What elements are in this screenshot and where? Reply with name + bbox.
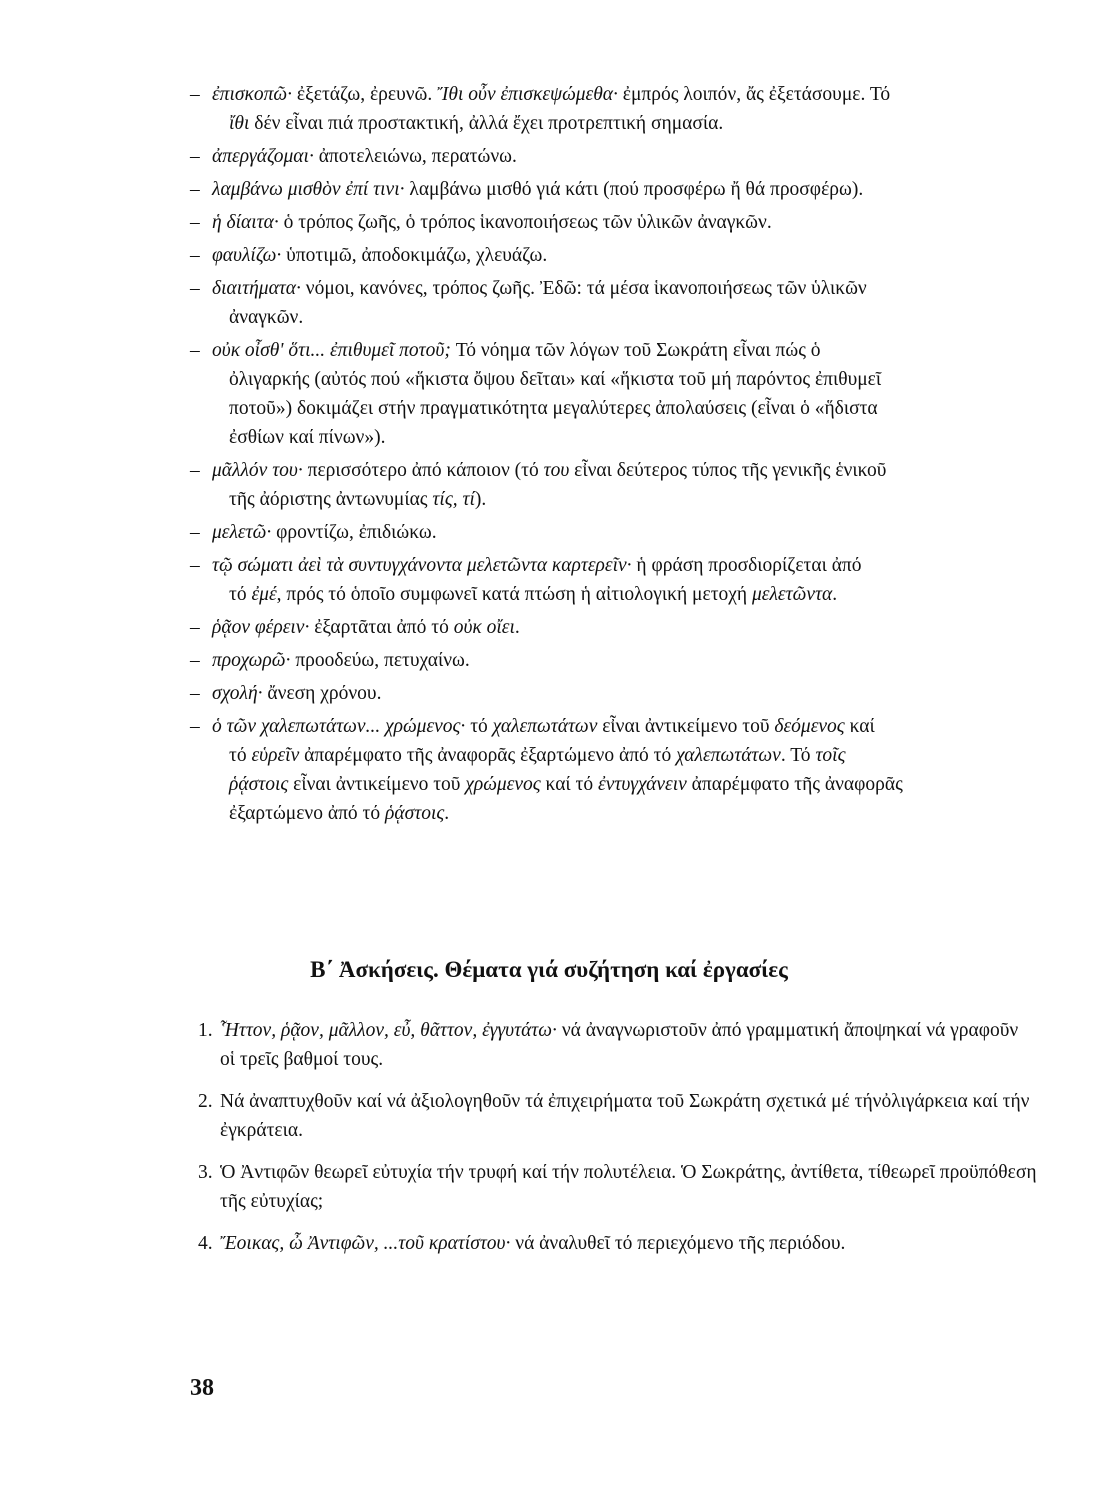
entry-first-line [212,340,821,361]
italic-text: ῥᾴστοις [385,803,445,824]
plain-text: . [832,584,838,605]
plain-text: τό [229,745,252,766]
plain-text: νά ἀναγνωριστοῦν ἀπό γραμματική ἄποψη [556,1020,897,1041]
plain-text: , πρός τό ὁποῖο συμφωνεῖ κατά πτώση ἡ αἰτιολογική μετοχή [276,584,753,605]
entry-first-line [212,650,470,671]
plain-text: Τό νόημα τῶν λόγων τοῦ Σωκράτη εἶναι πώς ὁ [455,340,821,361]
plain-text: εἶναι δεύτερος τύπος τῆς γενικῆς ἑνικοῦ [569,460,887,481]
glossary-entry [190,80,1040,138]
glossary-entry [190,613,1040,642]
plain-text: . Τό [780,745,816,766]
exercise-list [198,1016,1038,1271]
italic-text: χαλεπωτάτων [492,716,598,737]
continuation-line [212,109,1040,138]
exercise-first-line [220,1020,896,1041]
italic-text: ἐντυγχάνειν [598,774,687,795]
glossary-entry [190,336,1040,452]
glossary-term: μελετῶ· [212,522,277,543]
glossary-term: τῷ σώματι ἀεὶ τὰ συντυγχάνοντα μελετῶντα καρτερεῖν· [212,555,637,576]
plain-text: δέν εἶναι πιά προστακτική, ἀλλά ἔχει προτρεπτική σημασία. [249,113,724,134]
exercise-first-line [220,1233,845,1254]
plain-text: ). [474,489,487,510]
italic-text: του [543,460,570,481]
plain-text: ἡ φράση προσδιορίζεται ἀπό [636,555,862,576]
entry-dash: – [190,84,200,105]
italic-text: Ἧττον, ῥᾷον, μᾶλλον, εὖ, θᾶττον, ἐγγυτάτω· [220,1020,557,1041]
plain-text: προοδεύω, πετυχαίνω. [295,650,470,671]
italic-text: οὐκ οἴει [453,617,515,638]
glossary-entry [190,518,1040,547]
entry-dash: – [190,650,200,671]
plain-text: ἀπαρέμφατο τῆς ἀναφορᾶς [686,774,903,795]
plain-text: ἐμπρός λοιπόν, ἄς ἐξετάσουμε. Τό [617,84,891,105]
entry-dash: – [190,460,200,481]
plain-text: τό [229,584,252,605]
italic-text: χαλεπωτάτων [676,745,781,766]
glossary-entry [190,208,1040,237]
plain-text: ἀναγκῶν. [229,307,304,328]
glossary-entry [190,241,1040,270]
plain-text: περισσότερο ἀπό κάποιον (τό [307,460,544,481]
plain-text: . [444,803,450,824]
plain-text: καί [844,716,875,737]
glossary-term: ἀπεργάζομαι· [212,146,319,167]
exercise-number: 3. [198,1162,213,1183]
entry-first-line [212,278,867,299]
italic-text: δεόμενος [774,716,845,737]
entry-first-line [212,212,772,233]
plain-text: ὁ τρόπος ζωῆς, ὁ τρόπος ἱκανοποιήσεως τῶν ὑλικῶν ἀναγκῶν. [283,212,772,233]
continuation-line [212,394,1040,423]
entry-dash: – [190,212,200,233]
italic-text: ἴθι [229,113,250,134]
glossary-entry [190,175,1040,204]
plain-text: ποτοῦ») δοκιμάζει στήν πραγματικότητα μεγαλύτερες ἀπολαύσεις (εἶναι ὁ «ἥδιστα [229,398,878,419]
plain-text: ὑποτιμῶ, ἀποδοκιμάζω, χλευάζω. [286,245,548,266]
plain-text: ἐσθίων καί πίνων»). [229,427,386,448]
continuation-line [212,303,1040,332]
plain-text: καί νά γραφοῦν οἱ τρεῖς βαθμοί τους. [220,1020,1019,1070]
glossary-entry [190,274,1040,332]
entry-first-line [212,460,886,481]
continuation-line [212,423,1040,452]
entry-dash: – [190,683,200,704]
exercise-first-line [220,1091,881,1112]
entry-dash: – [190,278,200,299]
glossary-entry [190,646,1040,675]
entry-dash: – [190,245,200,266]
entry-dash: – [190,179,200,200]
exercise-number: 1. [198,1020,213,1041]
continuation-line [212,580,1040,609]
italic-text: Ἴθι οὖν ἐπισκεψώμεθα· [437,84,618,105]
section-heading: Β΄ Ἀσκήσεις. Θέματα γιά συζήτηση καί ἐργασίες [310,957,788,982]
glossary-term: ἐπισκοπῶ· [212,84,297,105]
italic-text: τίς, τί [432,489,475,510]
exercise-item [198,1229,1038,1258]
plain-text: νόμοι, κανόνες, τρόπος ζωῆς. Ἐδῶ: τά μέσα ἱκανοποιήσεως τῶν ὑλικῶν [305,278,867,299]
continuation-line [212,741,1040,770]
entry-first-line [212,522,437,543]
plain-text: ὀλιγάρκεια καί τήν ἐγκράτεια. [220,1091,1030,1141]
italic-text: τοῖς [815,745,846,766]
plain-text: λαμβάνω μισθό γιά κάτι (πού προσφέρω ἤ θά προσφέρω). [409,179,864,200]
italic-text: μελετῶντα [752,584,833,605]
exercise-first-line [220,1162,881,1183]
glossary-entry [190,679,1040,708]
glossary-term: προχωρῶ· [212,650,296,671]
glossary-term: διαιτήματα· [212,278,306,299]
plain-text: εἶναι ἀντικείμενο τοῦ [288,774,466,795]
plain-text: ἐξαρτᾶται ἀπό τό [314,617,454,638]
plain-text: τῆς ἀόριστης ἀντωνυμίας [229,489,433,510]
entry-first-line [212,179,863,200]
glossary-term: μᾶλλόν του· [212,460,308,481]
italic-text: χρώμενος [465,774,541,795]
exercise-item [198,1016,1038,1074]
entry-first-line [212,716,875,737]
entry-dash: – [190,617,200,638]
exercise-item [198,1158,1038,1216]
glossary-entry [190,551,1040,609]
exercise-number: 2. [198,1091,213,1112]
plain-text: Ὁ Ἀντιφῶν θεωρεῖ εὐτυχία τήν τρυφή καί τήν πολυτέλεια. Ὁ Σωκράτης, ἀντίθετα, τί [220,1162,882,1183]
glossary-term: οὐκ οἶσθ' ὅτι... ἐπιθυμεῖ ποτοῦ; [212,340,456,361]
plain-text: θεωρεῖ προϋπόθεση τῆς εὐτυχίας; [220,1162,1037,1212]
continuation-line [212,365,1040,394]
entry-first-line [212,617,520,638]
plain-text: εἶναι ἀντικείμενο τοῦ [597,716,775,737]
continuation-line [212,770,1040,799]
entry-dash: – [190,146,200,167]
entry-dash: – [190,555,200,576]
plain-text: τό [470,716,493,737]
exercise-item [198,1087,1038,1145]
exercise-number: 4. [198,1233,213,1254]
page-number: 38 [190,1375,214,1401]
entry-first-line [212,555,862,576]
italic-text: ῥᾴστοις [229,774,289,795]
plain-text: . [514,617,520,638]
entry-first-line [212,146,517,167]
glossary-term: λαμβάνω μισθὸν ἐπί τινι· [212,179,410,200]
plain-text: ὀλιγαρκής (αὐτός πού «ἥκιστα ὄψου δεῖται» καί «ἥκιστα τοῦ μή παρόντος ἐπιθυμεῖ [229,369,882,390]
entry-dash: – [190,716,200,737]
entry-first-line [212,245,547,266]
glossary-entry [190,456,1040,514]
italic-text: ἐμέ [251,584,277,605]
glossary-term: φαυλίζω· [212,245,287,266]
italic-text: εὑρεῖν [251,745,300,766]
continuation-line [212,799,1040,828]
entry-dash: – [190,522,200,543]
glossary-term: ῥᾷον φέρειν· [212,617,315,638]
plain-text: νά ἀναλυθεῖ τό περιεχόμενο τῆς περιόδου. [510,1233,846,1254]
plain-text: φροντίζω, ἐπιδιώκω. [276,522,437,543]
entry-dash: – [190,340,200,361]
plain-text: ἀπαρέμφατο τῆς ἀναφορᾶς ἐξαρτώμενο ἀπό τό [299,745,677,766]
italic-text: Ἔοικας, ὦ Ἀντιφῶν, ...τοῦ κρατίστου· [220,1233,511,1254]
entry-first-line [212,84,890,105]
plain-text: καί τό [540,774,599,795]
glossary-term: ὁ τῶν χαλεπωτάτων... χρώμενος· [212,716,471,737]
plain-text: ἐξετάζω, ἐρευνῶ. [296,84,438,105]
plain-text: ἀποτελειώνω, περατώνω. [318,146,517,167]
entry-first-line [212,683,381,704]
glossary-term: ἡ δίαιτα· [212,212,284,233]
plain-text: ἐξαρτώμενο ἀπό τό [229,803,386,824]
glossary-entry [190,142,1040,171]
glossary-term: σχολή· [212,683,268,704]
plain-text: ἄνεση χρόνου. [267,683,382,704]
glossary-list [190,80,1040,832]
continuation-line [212,485,1040,514]
glossary-entry [190,712,1040,828]
plain-text: Νά ἀναπτυχθοῦν καί νά ἀξιολογηθοῦν τά ἐπιχειρήματα τοῦ Σωκράτη σχετικά μέ τήν [220,1091,882,1112]
